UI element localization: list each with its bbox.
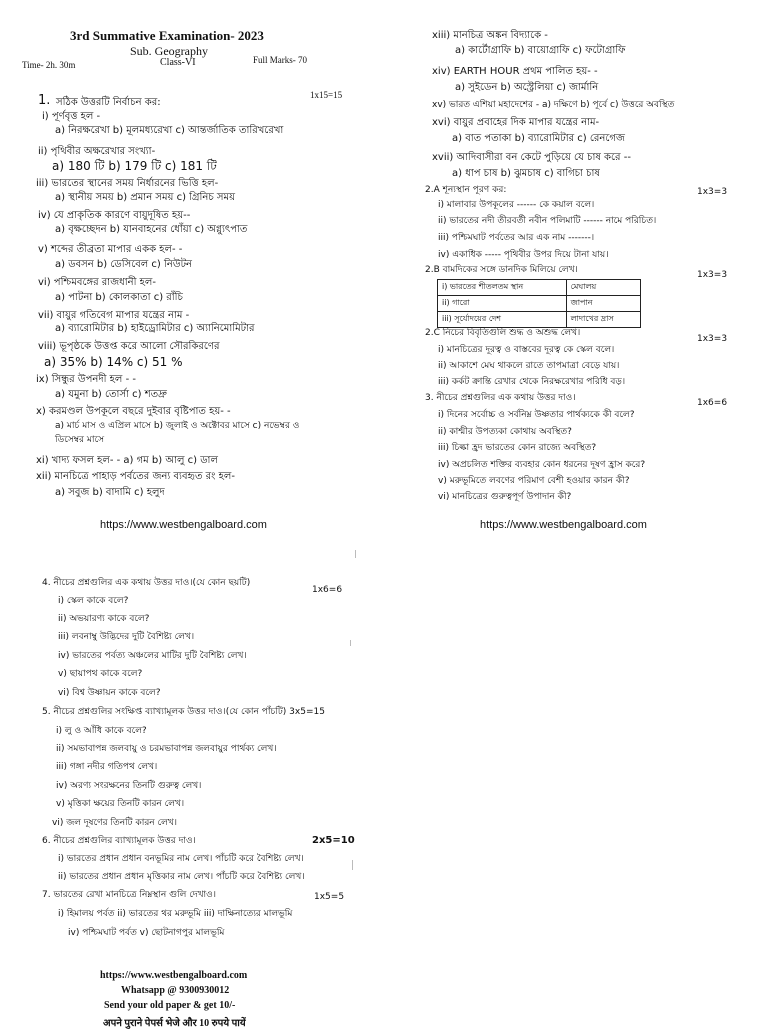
q4-line: ii) অভয়ারণ্য কাকে বলে? (58, 614, 150, 624)
q1b-line: xiv) EARTH HOUR প্রথম পালিত হয়- - (432, 66, 598, 77)
q1-line: a) পাটনা b) কোলকাতা c) রাঁচি (55, 292, 183, 303)
q3-line: ii) কাশ্মীর উপত্যকা কোথায় অবস্থিত? (438, 427, 572, 437)
q1-line: a) মার্চ মাস ও এপ্রিল মাসে b) জুলাই ও অক্টোবর মাসে c) নভেম্বর ও (55, 421, 300, 431)
subject: Sub. Geography (130, 44, 208, 58)
table-cell: লাদাখের দ্রাস (566, 312, 640, 328)
q1-line: iii) ভারতের স্থানের সময় নির্ধারনের ভিত্তি হল- (36, 178, 219, 189)
table-cell: ii) গারো (438, 296, 567, 312)
q1-line: vi) পশ্চিমবঙ্গের রাজধানী হল- (38, 277, 156, 288)
q1b-line: a) কার্টোগ্রাফি b) বায়োগ্রাফি c) ফটোগ্রাফি (455, 45, 626, 56)
q4-line: iii) লবনাম্বু উদ্ভিদের দুটি বৈশিষ্ট্য লেখ। (58, 632, 195, 642)
q1-line: ii) পৃথিবীর অক্ষরেখার সংখ্যা- (38, 146, 156, 157)
q7-marks: 1x5=5 (314, 892, 345, 902)
q3-line: vi) মানচিত্রের গুরুত্বপূর্ণ উপাদান কী? (438, 492, 572, 502)
q1-line: ডিসেম্বর মাসে (55, 435, 105, 445)
website-link-left[interactable]: https://www.westbengalboard.com (100, 519, 267, 531)
q4-heading: 4. নীচের প্রশ্নগুলির এক কথায় উত্তর দাও।(যে কোন ছয়টি) (42, 578, 251, 588)
q5-line: v) মৃত্তিকা ক্ষয়ের তিনটি কারন লেখ। (56, 799, 185, 809)
q4-line: v) ছায়াপথ কাকে বলে? (58, 669, 143, 679)
q2a-line: i) মালাবার উপকূলের ------ কে কয়াল বলে। (438, 200, 595, 210)
q6-line: i) ভারতের প্রধান প্রধান বনভূমির নাম লেখ। পাঁচটি করে বৈশিষ্ট্য লেখ। (58, 854, 304, 864)
q5-line: ii) সমভাবাপন্ন জলবায়ু ও চরমভাবাপন্ন জলবায়ুর পার্থক্য লেখ। (56, 744, 277, 754)
q1-line: xi) খাদ্য ফসল হল- - a) গম b) আলু c) ডাল (36, 455, 218, 466)
q1b-line: xv) ভারত এশিয়া মহাদেশের - a) দক্ষিণে b) পূর্বে c) উত্তরে অবস্থিত (432, 100, 675, 110)
q1-line: v) শব্দের তীব্রতা মাপার একক হল- - (38, 244, 183, 255)
q1-line: a) নিরক্ষরেখা b) মূলমধ্যরেখা c) আন্তর্জাতিক তারিখরেখা (55, 125, 284, 136)
q6-line: ii) ভারতের প্রধান প্রধান মৃত্তিকার নাম লেখ। পাঁচটি করে বৈশিষ্ট্য লেখ। (58, 872, 305, 882)
match-table (437, 279, 641, 328)
table-row (438, 296, 641, 312)
q4-marks: 1x6=6 (312, 585, 343, 595)
q1-line: viii) ভূপৃষ্ঠকে উত্তপ্ত করে আলো সৌরকিরণের (38, 341, 220, 352)
table-row (438, 280, 641, 296)
q1b-line: xvii) আদিবাসীরা বন কেটে পুড়িয়ে যে চাষ করে -- (432, 152, 631, 163)
q1-line: a) সবুজ b) বাদামি c) হলুদ (55, 487, 165, 498)
q1-number: 1. (38, 93, 51, 108)
q5-line: vi) জল দূষণের তিনটি কারন লেখ। (52, 818, 177, 828)
table-row (438, 312, 641, 328)
q1-line: a) যমুনা b) তোর্সা c) শতদ্রু (55, 389, 167, 400)
q2c-heading: 2.C নিচের বিবৃতিগুলি শুদ্ধ ও অশুদ্ধ লেখ। (425, 328, 581, 338)
table-cell: জাপান (566, 296, 640, 312)
q1-line: a) 180 টি b) 179 টি c) 181 টি (52, 159, 217, 173)
q1-line: ix) সিন্ধুর উপনদী হল - - (36, 374, 136, 385)
table-cell: মেঘালয় (566, 280, 640, 296)
scan-mark (352, 860, 353, 870)
q7-line: iv) পশ্চিমঘাট পর্বত v) ছোটনাগপুর মালভূমি (68, 928, 225, 938)
time: Time- 2h. 30m (22, 60, 76, 70)
q5-heading: 5. নীচের প্রশ্নগুলির সংক্ষিপ্ত ব্যাখ্যামূলক উত্তর দাও।(যে কোন পাঁচটি) 3x5=15 (42, 707, 325, 717)
q2a-line: iii) পশ্চিমঘাট পর্বতের আর এক নাম -------। (438, 233, 595, 243)
q1-line: a) 35% b) 14% c) 51 % (44, 355, 183, 369)
q1-line: a) বৃক্ষচ্ছেদন b) যানবাহনের ধোঁয়া c) অগ্ন্যুৎপাত (55, 224, 248, 235)
q2c-marks: 1x3=3 (697, 334, 728, 344)
q2c-line: iii) কর্কট ক্রান্তি রেখার থেকে নিরক্ষরেখার পরিধি বড়। (438, 377, 626, 387)
q6-marks: 2x5=10 (312, 835, 355, 846)
q3-line: iv) অপ্রচলিত শক্তির ব্যবহার কোন ধরনের দূষণ হ্রাস করে? (438, 460, 646, 470)
q1-line: iv) যে প্রাকৃতিক কারণে বায়ুদূষিত হয়-- (38, 210, 191, 221)
q2c-line: i) মানচিত্রের দূরত্ব ও বাস্তবের দূরত্ব কে স্কেল বলে। (438, 345, 615, 355)
q5-line: iii) গঙ্গা নদীর গতিপথ লেখ। (56, 762, 158, 772)
q2a-heading: 2.A শূন্যস্থান পূরণ কর: (425, 185, 507, 195)
table-cell: i) ভারতের শীতলতম স্থান (438, 280, 567, 296)
q5-line: i) লু ও আঁধি কাকে বলে? (56, 726, 147, 736)
q3-heading: 3. নীচের প্রশ্নগুলির এক কথায় উত্তর দাও। (425, 393, 576, 403)
q2a-line: iv) একাধিক ----- পৃথিবীর উপর দিয়ে টানা যায়। (438, 250, 609, 260)
q7-line: i) হিমালয় পর্বত ii) ভারতের থর মরুভূমি iii) দাক্ষিনাত্যের মালভূমি (58, 909, 293, 919)
q1b-line: xvi) বায়ুর প্রবাহের দিক মাপার যন্ত্রের নাম- (432, 117, 600, 128)
q1-line: a) ডবসন b) ডেসিবেল c) নিউটন (55, 259, 193, 270)
footer-offer: Send your old paper & get 10/- (104, 1000, 236, 1011)
q1b-line: a) সুইডেন b) অস্ট্রেলিয়া c) জার্মানি (455, 82, 599, 93)
class: Class-VI (160, 57, 196, 68)
table-cell: iii) সূর্যোদয়ের দেশ (438, 312, 567, 328)
q2a-marks: 1x3=3 (697, 187, 728, 197)
q5-line: iv) অরণ্য সংরক্ষনের তিনটি গুরুত্ব লেখ। (56, 781, 202, 791)
q1-line: vii) বায়ুর গতিবেগ মাপার যন্ত্রের নাম - (38, 310, 190, 321)
q1-line: a) স্থানীয় সময় b) প্রমান সময় c) গ্রিনিচ সময় (55, 192, 235, 203)
q1-line: x) করমণ্ডল উপকূলে বছরে দুইবার বৃষ্টিপাত হয়- - (36, 406, 231, 417)
q4-line: i) স্কেল কাকে বলে? (58, 596, 129, 606)
footer-url[interactable]: https://www.westbengalboard.com (100, 970, 248, 981)
full-marks: Full Marks- 70 (253, 55, 307, 65)
q1b-line: a) ধাপ চাষ b) ঝুমচাষ c) বাগিচা চাষ (452, 168, 600, 179)
q4-line: vi) বিশ্ব উষ্ণায়ন কাকে বলে? (58, 688, 161, 698)
q3-line: iii) চিল্কা হ্রদ ভারতের কোন রাজ্যে অবস্থিত? (438, 443, 597, 453)
website-link-right[interactable]: https://www.westbengalboard.com (480, 519, 647, 531)
q1-line: a) ব্যারোমিটার b) হাইড্রোমিটার c) অ্যানিমোমিটার (55, 323, 255, 334)
footer-whatsapp: Whatsapp @ 9300930012 (121, 985, 230, 996)
q1b-line: a) বাত পতাকা b) ব্যারোমিটার c) রেনগেজ (452, 133, 625, 144)
q1-line: xii) মানচিত্রে পাহাড় পর্বতের জন্য ব্যবহৃত রং হল- (36, 471, 235, 482)
q2c-line: ii) আকাশে মেঘ থাকলে রাতে তাপমাত্রা বেড়ে যায়। (438, 361, 620, 371)
q1-line: i) পূর্ণবৃত্ত হল - (42, 111, 101, 122)
q7-heading: 7. ভারতের রেখা মানচিত্রে নিম্নস্থান গুলি দেখাও। (42, 890, 216, 900)
q6-heading: 6. নীচের প্রশ্নগুলির ব্যাখ্যামূলক উত্তর দাও। (42, 836, 196, 846)
q2b-heading: 2.B বামদিকের সঙ্গে ডানদিক মিলিয়ে লেখ। (425, 265, 578, 275)
scan-mark (355, 550, 356, 558)
q1-marks: 1x15=15 (310, 90, 343, 100)
scan-mark (350, 640, 351, 646)
q3-marks: 1x6=6 (697, 398, 728, 408)
q2b-marks: 1x3=3 (697, 270, 728, 280)
q1-heading: সঠিক উত্তরটি নির্বাচন কর: (56, 97, 161, 108)
q3-line: i) দিনের সর্বোচ্চ ও সর্বনিম্ন উষ্ণতার পার্থক্যকে কী বলে? (438, 410, 635, 420)
exam-title: 3rd Summative Examination- 2023 (70, 28, 264, 43)
footer-offer-hindi: अपने पुराने पेपर्स भेजे और 10 रुपये पायें (103, 1018, 246, 1029)
q1b-line: xiii) মানচিত্র অঙ্কন বিদ্যাকে - (432, 30, 548, 41)
q3-line: v) মরুভূমিতে লবণের পরিমাণ বেশী হওয়ার কারন কী? (438, 476, 630, 486)
q4-line: iv) ভারতের পর্বত্য অঞ্চলের মাটির দুটি বৈশিষ্ট্য লেখ। (58, 651, 247, 661)
q2a-line: ii) ভারতের নদী তীরবর্তী নবীন পলিমাটি ------ নামে পরিচিত। (438, 216, 657, 226)
